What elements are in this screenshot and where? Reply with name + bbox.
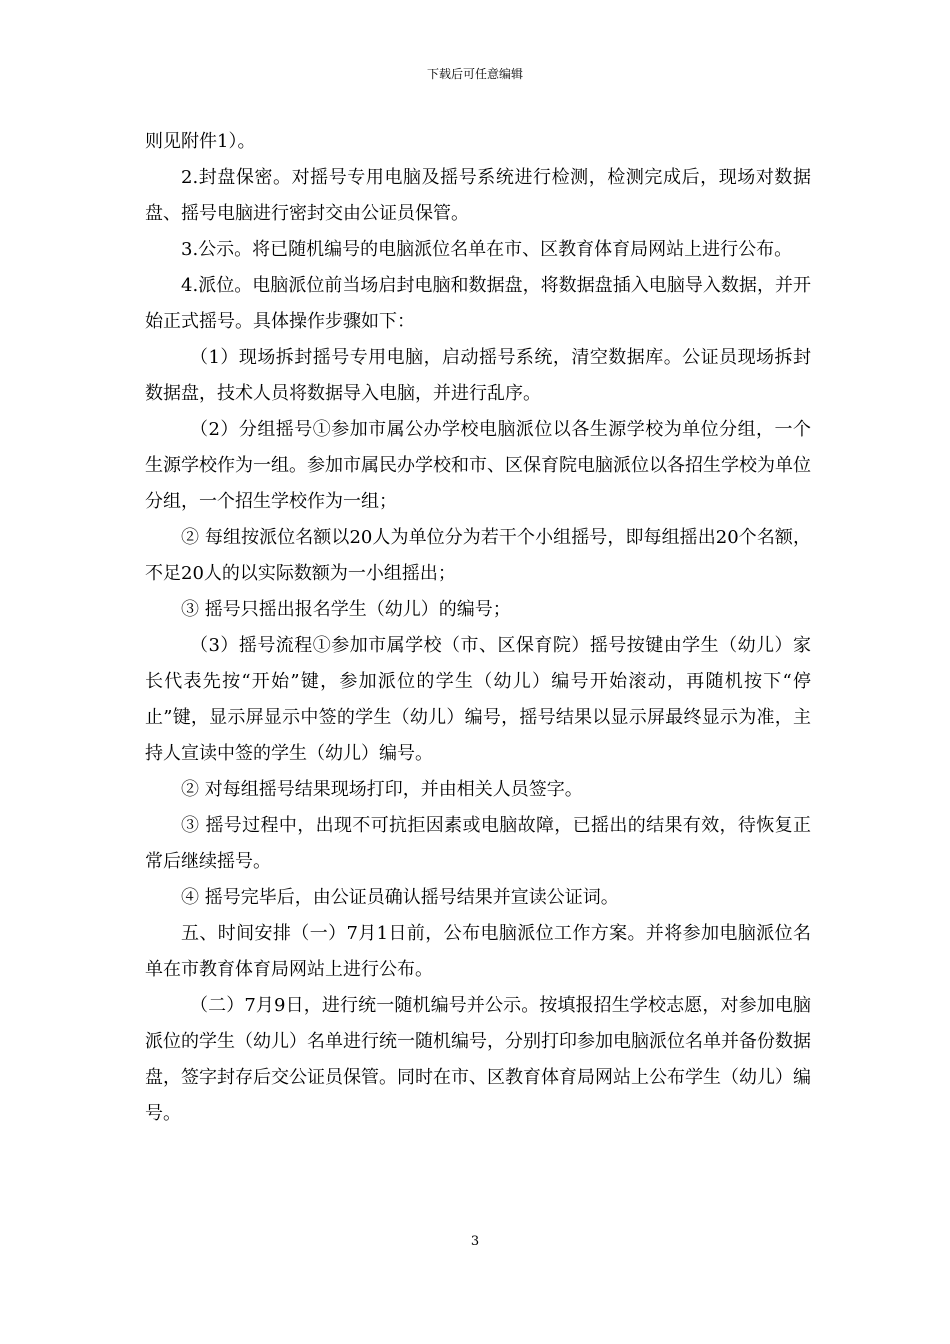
paragraph: ③ 摇号只摇出报名学生（幼儿）的编号；: [181, 599, 511, 620]
paragraph: 五、时间安排（一）7月1日前，公布电脑派位工作方案。并将参加电脑派位名单在市教育体育局网站上进行公布。: [145, 923, 811, 980]
paragraph: ③ 摇号过程中，出现不可抗拒因素或电脑故障，已摇出的结果有效，待恢复正常后继续摇号。: [145, 815, 811, 872]
paragraph: （2）分组摇号①参加市属公办学校电脑派位以各生源学校为单位分组，一个生源学校作为一组。参加市属民办学校和市、区保育院电脑派位以各招生学校为单位分组，一个招生学校作为一组；: [145, 419, 811, 512]
paragraph: （3）摇号流程①参加市属学校（市、区保育院）摇号按键由学生（幼儿）家长代表先按“开始”键，参加派位的学生（幼儿）编号开始滚动，再随机按下“停止”键，显示屏显示中签的学生（幼儿）编号，摇号结果以显示屏最终显示为准，主持人宣读中签的学生（幼儿）编号。: [145, 635, 811, 764]
page-number: 3: [470, 1234, 480, 1249]
paragraph: ② 每组按派位名额以20人为单位分为若干个小组摇号，即每组摇出20个名额，不足20人的以实际数额为一小组摇出；: [145, 527, 811, 584]
paragraph: 2.封盘保密。对摇号专用电脑及摇号系统进行检测，检测完成后，现场对数据盘、摇号电脑进行密封交由公证员保管。: [145, 167, 811, 224]
paragraph: 3.公示。将已随机编号的电脑派位名单在市、区教育体育局网站上进行公布。: [181, 239, 793, 260]
paragraph: （1）现场拆封摇号专用电脑，启动摇号系统，清空数据库。公证员现场拆封数据盘，技术人员将数据导入电脑，并进行乱序。: [145, 347, 811, 404]
paragraph: 4.派位。电脑派位前当场启封电脑和数据盘，将数据盘插入电脑导入数据，并开始正式摇号。具体操作步骤如下：: [145, 275, 811, 332]
paragraph: （二）7月9日，进行统一随机编号并公示。按填报招生学校志愿，对参加电脑派位的学生（幼儿）名单进行统一随机编号，分别打印参加电脑派位名单并备份数据盘，签字封存后交公证员保管。同时在市、区教育体育局网站上公布学生（幼儿）编号。: [145, 995, 811, 1124]
page-header: 下载后可任意编辑: [426, 67, 523, 81]
paragraph: ② 对每组摇号结果现场打印，并由相关人员签字。: [181, 779, 583, 800]
paragraph: ④ 摇号完毕后，由公证员确认摇号结果并宣读公证词。: [181, 887, 619, 908]
paragraph: 则见附件1）。: [145, 131, 256, 152]
document-body: [145, 124, 811, 1132]
